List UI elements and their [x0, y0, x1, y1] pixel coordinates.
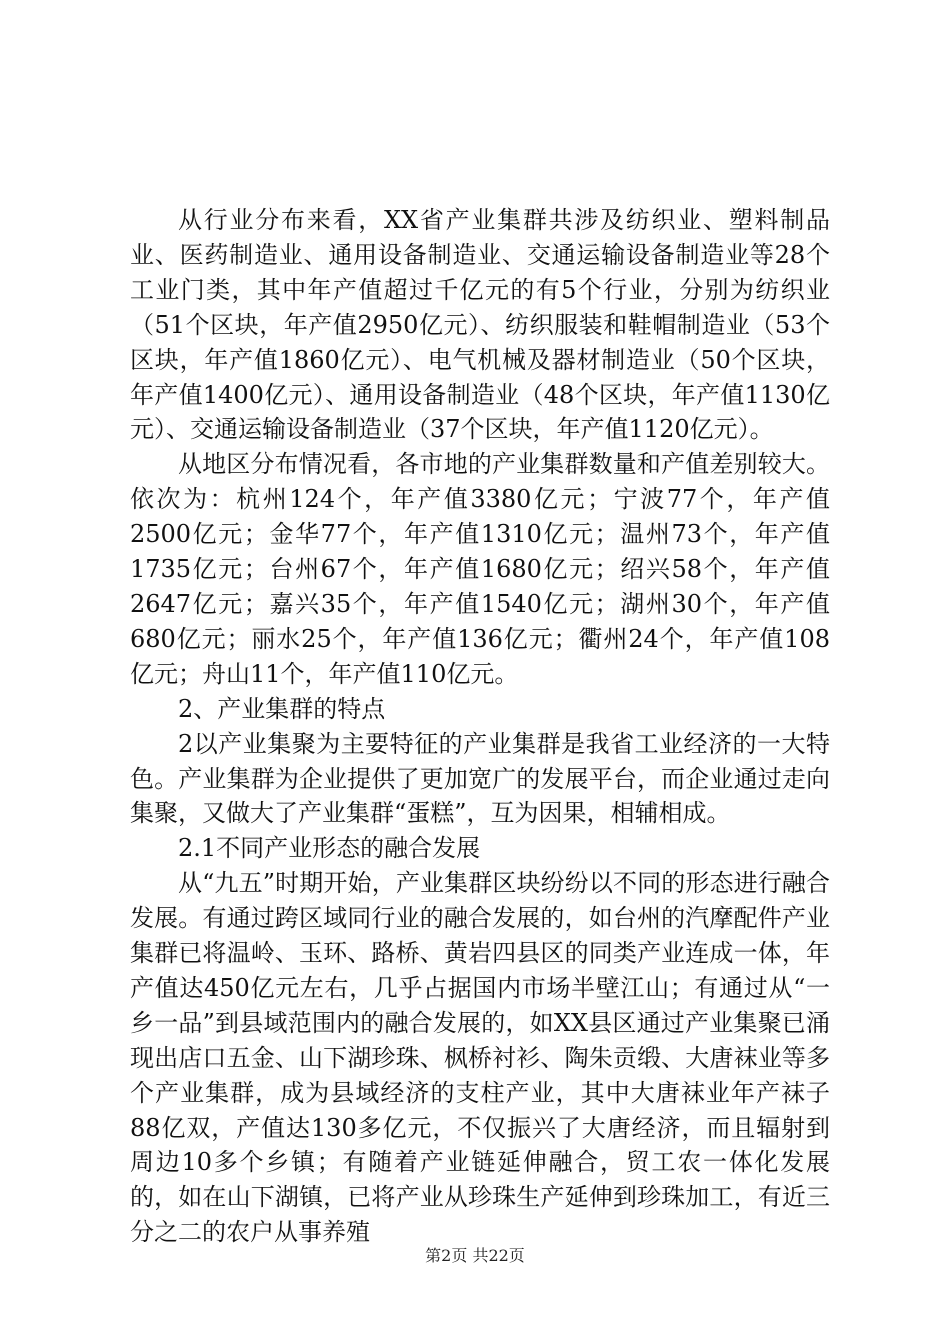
paragraph-integration-development: 从“九五”时期开始，产业集群区块纷纷以不同的形态进行融合发展。有通过跨区域同行业的融合发展的，如台州的汽摩配件产业集群已将温岭、玉环、路桥、黄岩四县区的同类产业连成一体，年产值达450亿元左右，几乎占据国内市场半壁江山；有通过从“一乡一品”到县域范围内的融合发展的，如XX县区通过产业集聚已涌现出店口五金、山下湖珍珠、枫桥衬衫、陶朱贡缎、大唐袜业等多个产业集群，成为县域经济的支柱产业，其中大唐袜业年产袜子88亿双，产值达130多亿元，不仅振兴了大唐经济，而且辐射到周边10多个乡镇；有随着产业链延伸融合，贸工农一体化发展的，如在山下湖镇，已将产业从珍珠生产延伸到珍珠加工，有近三分之二的农户从事养殖: [130, 869, 830, 1247]
paragraph-regional-distribution: 从地区分布情况看，各市地的产业集群数量和产值差别较大。依次为：杭州124个，年产值3380亿元；宁波77个，年产值2500亿元；金华77个，年产值1310亿元；温州73个，年产值1735亿元；台州67个，年产值1680亿元；绍兴58个，年产值2647亿元；嘉兴35个，年产值1540亿元；湖州30个，年产值680亿元；丽水25个，年产值136亿元；衢州24个，年产值108亿元；舟山11个，年产值110亿元。: [130, 450, 830, 688]
document-body: [130, 203, 830, 1250]
section-heading-cluster-features: 2、产业集群的特点: [178, 694, 386, 723]
page-footer: 第2页 共22页: [425, 1246, 525, 1265]
paragraph-cluster-features: 2以产业集聚为主要特征的产业集群是我省工业经济的一大特色。产业集群为企业提供了更加宽广的发展平台，而企业通过走向集聚，又做大了产业集群“蛋糕”，互为因果，相辅相成。: [130, 729, 830, 828]
paragraph-industry-distribution: 从行业分布来看，XX省产业集群共涉及纺织业、塑料制品业、医药制造业、通用设备制造业、交通运输设备制造业等28个工业门类，其中年产值超过千亿元的有5个行业，分别为纺织业（51个区块，年产值2950亿元）、纺织服装和鞋帽制造业（53个区块，年产值1860亿元）、电气机械及器材制造业（50个区块，年产值1400亿元）、通用设备制造业（48个区块，年产值1130亿元）、交通运输设备制造业（37个区块，年产值1120亿元）。: [130, 206, 830, 444]
subsection-heading-integration: 2.1不同产业形态的融合发展: [178, 834, 481, 863]
